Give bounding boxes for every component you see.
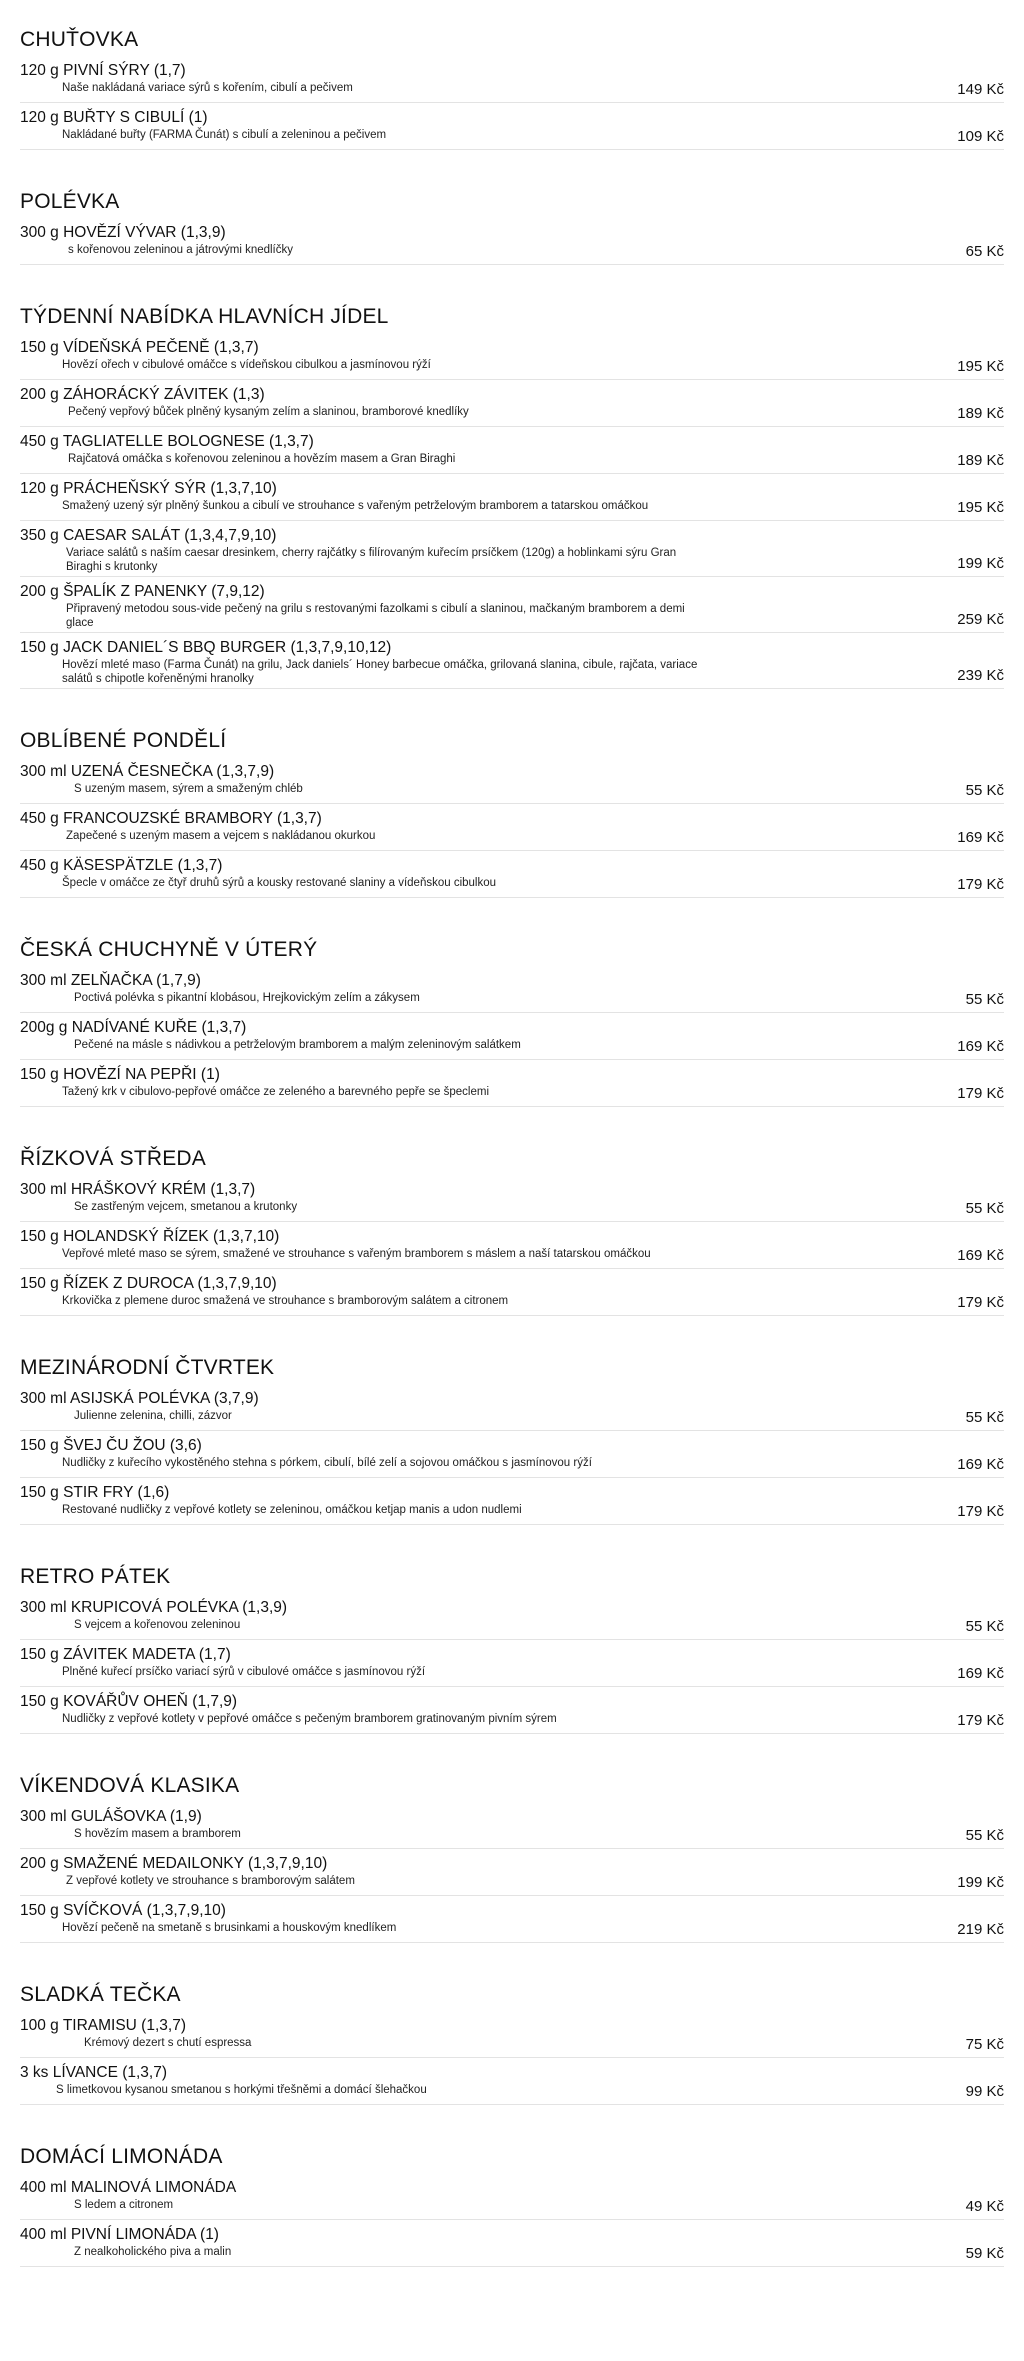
section-title: OBLÍBENÉ PONDĚLÍ (20, 729, 227, 752)
section-title: TÝDENNÍ NABÍDKA HLAVNÍCH JÍDEL (20, 305, 389, 328)
menu-item-description: Špecle v omáčce ze čtyř druhů sýrů a kousky restované slaniny a vídeňskou cibulkou (62, 877, 497, 889)
menu-item-price: 219 Kč (957, 1921, 1004, 1938)
menu-item-description: Plněné kuřecí prsíčko variací sýrů v cibulové omáčce s jasmínovou rýží (62, 1666, 426, 1678)
menu-item-price: 189 Kč (957, 405, 1004, 422)
menu-item-description: Nakládané buřty (FARMA Čunát) s cibulí a zeleninou a pečivem (62, 129, 387, 141)
menu-item-name: 3 ks LÍVANCE (1,3,7) (20, 2064, 168, 2081)
menu-section-tydenni-nabidka-hlavnich-jidel (20, 305, 1004, 689)
section-title: CHUŤOVKA (20, 28, 139, 51)
menu-item-description: Zapečené s uzeným masem a vejcem s nakládanou okurkou (66, 830, 376, 842)
menu-item (20, 385, 1004, 427)
menu-item-name: 200 g ZÁHORÁCKÝ ZÁVITEK (1,3) (20, 386, 265, 403)
menu-section-domaci-limonada (20, 2145, 1004, 2267)
menu-item-price: 169 Kč (957, 829, 1004, 846)
menu-item (20, 1692, 1004, 1734)
menu-item-description: Připravený metodou sous-vide pečený na grilu s restovanými fazolkami s cibulí a slaninou, mačkaným bramborem a demi glace (66, 603, 685, 629)
menu-item-price: 55 Kč (965, 1200, 1004, 1217)
menu-item-price: 65 Kč (965, 243, 1004, 260)
menu-item-price: 259 Kč (957, 611, 1004, 628)
menu-section-ceska-chuchyne-v-utery (20, 938, 1004, 1107)
menu-item (20, 1180, 1004, 1222)
menu-item-name: 150 g JACK DANIEL´S BBQ BURGER (1,3,7,9,10,12) (20, 639, 392, 656)
menu-item-name: 150 g ŘÍZEK Z DUROCA (1,3,7,9,10) (20, 1275, 277, 1292)
section-title: POLÉVKA (20, 190, 120, 213)
menu-item-description: Z vepřové kotlety ve strouhance s bramborovým salátem (66, 1875, 355, 1887)
menu-item (20, 1598, 1004, 1640)
menu-item-price: 59 Kč (965, 2245, 1004, 2262)
menu-item-price: 55 Kč (965, 991, 1004, 1008)
menu-item-name: 200g g NADÍVANÉ KUŘE (1,3,7) (20, 1019, 247, 1036)
menu-item-price: 179 Kč (957, 1085, 1004, 1102)
menu-item-price: 179 Kč (957, 1712, 1004, 1729)
menu-item-name: 200 g ŠPALÍK Z PANENKY (7,9,12) (20, 583, 265, 600)
menu-item-price: 199 Kč (957, 1874, 1004, 1891)
menu-item-price: 49 Kč (965, 2198, 1004, 2215)
menu-item-name: 100 g TIRAMISU (1,3,7) (20, 2017, 186, 2034)
menu-item-description: Z nealkoholického piva a malin (74, 2246, 232, 2258)
menu-item (20, 479, 1004, 521)
menu-item-description: S limetkovou kysanou smetanou s horkými třešněmi a domácí šlehačkou (56, 2084, 427, 2096)
menu-item-price: 99 Kč (965, 2083, 1004, 2100)
menu-section-sladka-tecka (20, 1983, 1004, 2105)
menu-item (20, 1018, 1004, 1060)
menu-item (20, 432, 1004, 474)
menu-item-name: 150 g HOLANDSKÝ ŘÍZEK (1,3,7,10) (20, 1228, 280, 1245)
menu-item-description: Krkovička z plemene duroc smažená ve strouhance s bramborovým salátem a citronem (62, 1295, 509, 1307)
menu-item-price: 195 Kč (957, 358, 1004, 375)
menu-item (20, 1227, 1004, 1269)
menu-item-price: 55 Kč (965, 782, 1004, 799)
menu-item-price: 149 Kč (957, 81, 1004, 98)
menu-item (20, 971, 1004, 1013)
menu-section-mezinarodni-ctvrtek (20, 1356, 1004, 1525)
menu-item-price: 179 Kč (957, 1294, 1004, 1311)
menu-item-name: 120 g BUŘTY S CIBULÍ (1) (20, 109, 208, 126)
menu-section-chutovka (20, 28, 1004, 150)
menu-item-name: 300 ml ZELŇAČKA (1,7,9) (20, 972, 201, 989)
section-title: RETRO PÁTEK (20, 1565, 171, 1588)
menu-item (20, 1807, 1004, 1849)
menu-item-description: S ledem a citronem (74, 2199, 174, 2211)
section-title: ČESKÁ CHUCHYNĚ V ÚTERÝ (20, 938, 318, 961)
menu-item-price: 55 Kč (965, 1827, 1004, 1844)
menu-item-name: 350 g CAESAR SALÁT (1,3,4,7,9,10) (20, 527, 277, 544)
menu-item-description: Pečené na másle s nádivkou a petrželovým bramborem a malým zeleninovým salátkem (74, 1039, 521, 1051)
menu-item-description: Naše nakládaná variace sýrů s kořením, cibulí a pečivem (62, 82, 353, 94)
menu-item (20, 2178, 1004, 2220)
menu-item (20, 809, 1004, 851)
menu-item (20, 856, 1004, 898)
menu-item-description: S uzeným masem, sýrem a smaženým chléb (74, 783, 303, 795)
menu-item-description: S vejcem a kořenovou zeleninou (74, 1619, 241, 1631)
menu-item-description: Tažený krk v cibulovo-pepřové omáčce ze zeleného a barevného pepře se špeclemi (62, 1086, 490, 1098)
menu-item (20, 1854, 1004, 1896)
menu-item (20, 223, 1004, 265)
menu-item-description: Restované nudličky z vepřové kotlety se zeleninou, omáčkou ketjap manis a udon nudlemi (62, 1504, 522, 1516)
menu-item-price: 189 Kč (957, 452, 1004, 469)
menu-item-price: 169 Kč (957, 1456, 1004, 1473)
menu-item-name: 450 g KÄSESPÄTZLE (1,3,7) (20, 857, 223, 874)
menu-item-description: Julienne zelenina, chilli, zázvor (74, 1410, 232, 1422)
menu-item (20, 61, 1004, 103)
menu-item-description: Smažený uzený sýr plněný šunkou a cibulí ve strouhance s vařeným petrželovým bramborem a tatarskou omáčkou (62, 500, 649, 512)
menu-item-description: Variace salátů s naším caesar dresinkem, cherry rajčátky s filírovaným kuřecím prsíčkem (120g) a hoblinkami sýru Gran Biraghi s krutonky (66, 547, 677, 573)
menu-item-name: 150 g HOVĚZÍ NA PEPŘI (1) (20, 1066, 220, 1083)
menu-item-price: 199 Kč (957, 555, 1004, 572)
menu-item-name: 150 g ŠVEJ ČU ŽOU (3,6) (20, 1437, 202, 1454)
menu-item-description: Rajčatová omáčka s kořenovou zeleninou a hovězím masem a Gran Biraghi (68, 453, 456, 465)
menu-item-price: 75 Kč (965, 2036, 1004, 2053)
menu-item-name: 150 g KOVÁŘŮV OHEŇ (1,7,9) (20, 1693, 238, 1710)
menu-item-name: 120 g PRÁCHEŇSKÝ SÝR (1,3,7,10) (20, 480, 277, 497)
menu-item-price: 179 Kč (957, 876, 1004, 893)
menu-item-name: 300 g HOVĚZÍ VÝVAR (1,3,9) (20, 224, 226, 241)
section-title: VÍKENDOVÁ KLASIKA (20, 1774, 240, 1797)
menu-item (20, 1065, 1004, 1107)
menu-section-polevka (20, 190, 1004, 265)
menu-item-name: 300 ml GULÁŠOVKA (1,9) (20, 1808, 202, 1825)
menu-item-name: 400 ml MALINOVÁ LIMONÁDA (20, 2179, 237, 2196)
menu-item-name: 400 ml PIVNÍ LIMONÁDA (1) (20, 2226, 219, 2243)
menu-section-vikendova-klasika (20, 1774, 1004, 1943)
menu-item-price: 195 Kč (957, 499, 1004, 516)
menu-item-price: 169 Kč (957, 1665, 1004, 1682)
section-title: DOMÁCÍ LIMONÁDA (20, 2145, 223, 2168)
menu-item (20, 582, 1004, 633)
menu-item (20, 638, 1004, 689)
menu-item-name: 120 g PIVNÍ SÝRY (1,7) (20, 62, 186, 79)
menu-item-name: 450 g FRANCOUZSKÉ BRAMBORY (1,3,7) (20, 810, 322, 827)
menu-item-name: 150 g STIR FRY (1,6) (20, 1484, 170, 1501)
menu-item-price: 55 Kč (965, 1618, 1004, 1635)
menu-item (20, 108, 1004, 150)
menu-item-price: 179 Kč (957, 1503, 1004, 1520)
menu-section-rizkova-streda (20, 1147, 1004, 1316)
menu-item-description: Hovězí pečeně na smetaně s brusinkami a houskovým knedlíkem (62, 1922, 397, 1934)
menu-item (20, 526, 1004, 577)
menu-item (20, 1901, 1004, 1943)
section-title: ŘÍZKOVÁ STŘEDA (20, 1147, 206, 1170)
menu-item (20, 1645, 1004, 1687)
menu-item-price: 169 Kč (957, 1247, 1004, 1264)
menu-item-name: 150 g ZÁVITEK MADETA (1,7) (20, 1646, 231, 1663)
menu-item-name: 150 g VÍDEŇSKÁ PEČENĚ (1,3,7) (20, 339, 259, 356)
menu-item (20, 762, 1004, 804)
menu-item-name: 300 ml HRÁŠKOVÝ KRÉM (1,3,7) (20, 1181, 256, 1198)
menu-item (20, 338, 1004, 380)
menu-item (20, 2016, 1004, 2058)
menu-item-description: Pečený vepřový bůček plněný kysaným zelím a slaninou, bramborové knedlíky (68, 406, 469, 418)
menu-item (20, 2063, 1004, 2105)
menu-item-name: 150 g SVÍČKOVÁ (1,3,7,9,10) (20, 1902, 226, 1919)
menu-item-description: s kořenovou zeleninou a játrovými knedlíčky (68, 244, 294, 256)
menu-section-retro-patek (20, 1565, 1004, 1734)
section-title: SLADKÁ TEČKA (20, 1983, 181, 2006)
menu-item-description: Krémový dezert s chutí espressa (84, 2037, 252, 2049)
menu-item-price: 109 Kč (957, 128, 1004, 145)
menu-section-oblibene-pondeli (20, 729, 1004, 898)
menu-item-name: 300 ml UZENÁ ČESNEČKA (1,3,7,9) (20, 763, 275, 780)
menu-item (20, 1389, 1004, 1431)
menu-item-price: 169 Kč (957, 1038, 1004, 1055)
menu-item-description: Vepřové mleté maso se sýrem, smažené ve strouhance s vařeným bramborem s máslem a naší tatarskou omáčkou (62, 1248, 651, 1260)
menu-item-description: Nudličky z vepřové kotlety v pepřové omáčce s pečeným bramborem gratinovaným pivním sýrem (62, 1713, 557, 1725)
menu-item-description: Poctivá polévka s pikantní klobásou, Hrejkovickým zelím a zákysem (74, 992, 420, 1004)
menu-item (20, 2225, 1004, 2267)
menu-item (20, 1483, 1004, 1525)
menu-item-name: 300 ml KRUPICOVÁ POLÉVKA (1,3,9) (20, 1599, 288, 1616)
menu-item-price: 55 Kč (965, 1409, 1004, 1426)
menu-item-name: 450 g TAGLIATELLE BOLOGNESE (1,3,7) (20, 433, 314, 450)
menu-item-name: 300 ml ASIJSKÁ POLÉVKA (3,7,9) (20, 1390, 259, 1407)
menu-item-description: Nudličky z kuřecího vykostěného stehna s pórkem, cibulí, bílé zelí a sojovou omáčkou s jasmínovou rýží (62, 1457, 592, 1469)
menu-item-description: Se zastřeným vejcem, smetanou a krutonky (74, 1201, 298, 1213)
menu-item-description: Hovězí ořech v cibulové omáčce s vídeňskou cibulkou a jasmínovou rýží (62, 359, 431, 371)
section-title: MEZINÁRODNÍ ČTVRTEK (20, 1356, 275, 1379)
menu-item-description: Hovězí mleté maso (Farma Čunát) na grilu, Jack daniels´ Honey barbecue omáčka, grilovaná slanina, cibule, rajčata, variace salátů s chipotle kořeněnými hranolky (62, 659, 698, 685)
menu-item-name: 200 g SMAŽENÉ MEDAILONKY (1,3,7,9,10) (20, 1855, 328, 1872)
menu-item-description: S hovězím masem a bramborem (74, 1828, 241, 1840)
menu-item (20, 1274, 1004, 1316)
menu-item (20, 1436, 1004, 1478)
menu-item-price: 239 Kč (957, 667, 1004, 684)
